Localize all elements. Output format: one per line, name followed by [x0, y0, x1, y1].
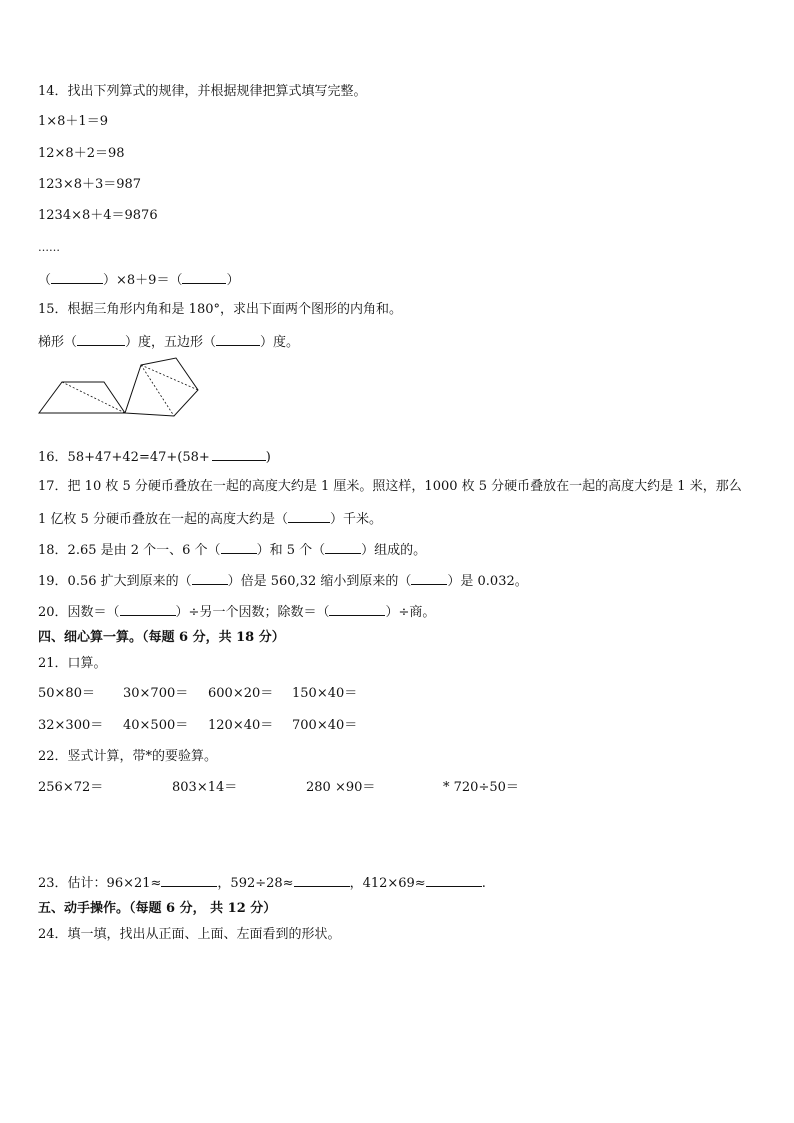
q16-text: 16．58+47+42=47+(58+	[38, 450, 210, 465]
q20-text-c: ）÷商。	[385, 605, 436, 620]
q14-answer-blank-1[interactable]	[51, 271, 103, 284]
q15-trapezoid-blank[interactable]	[77, 333, 125, 346]
q23-text-d: .	[481, 876, 486, 891]
q15-fill-line	[38, 333, 299, 351]
q23-text-b: ，592÷28≈	[217, 876, 294, 891]
q16-line	[38, 448, 271, 466]
q20-text-a: 20．因数＝（	[38, 605, 120, 620]
q23-text-a: 23．估计：96×21≈	[38, 876, 162, 891]
q21-item-8: 700×40＝	[292, 718, 358, 733]
q24-title: 24．填一填，找出从正面、上面、左面看到的形状。	[38, 927, 341, 942]
pentagon-figure	[125, 358, 198, 416]
q17-blank[interactable]	[288, 510, 330, 523]
q15-pentagon-label: ）度，五边形（	[125, 335, 217, 350]
q21-item-3: 600×20＝	[208, 686, 274, 701]
q18-text-b: ）和 5 个（	[256, 543, 326, 558]
q19-blank-2[interactable]	[411, 572, 447, 585]
q17-end: ）千米。	[329, 512, 382, 527]
q18-blank-1[interactable]	[221, 541, 257, 554]
q19-blank-1[interactable]	[192, 572, 228, 585]
q15-trapezoid-label: 梯形（	[38, 335, 78, 350]
q21-item-2: 30×700＝	[123, 686, 189, 701]
trapezoid-figure	[39, 382, 125, 413]
q22-item-4: * 720÷50＝	[443, 780, 519, 795]
q14-answer-blank-2[interactable]	[182, 271, 226, 284]
q16-end: )	[265, 450, 271, 465]
q22-item-1: 256×72＝	[38, 780, 104, 795]
q14-title: 14．找出下列算式的规律，并根据规律把算式填写完整。	[38, 84, 367, 99]
q14-fill-mid: ）×8＋9＝（	[103, 273, 183, 288]
q20-blank-2[interactable]	[329, 603, 385, 616]
q14-line-3: 123×8＋3＝987	[38, 177, 142, 192]
q23-text-c: ，412×69≈	[349, 876, 426, 891]
q14-line-1: 1×8＋1＝9	[38, 114, 108, 129]
q14-fill-open: （	[38, 273, 52, 288]
q21-item-7: 120×40＝	[208, 718, 274, 733]
q18-line	[38, 541, 426, 559]
q14-fill-close: ）	[226, 273, 240, 288]
q23-blank-1[interactable]	[161, 874, 217, 887]
q18-text-c: ）组成的。	[361, 543, 427, 558]
q23-blank-3[interactable]	[426, 874, 482, 887]
q21-item-4: 150×40＝	[292, 686, 358, 701]
q23-line	[38, 874, 486, 892]
q18-blank-2[interactable]	[325, 541, 361, 554]
q19-line	[38, 572, 528, 590]
q14-ellipsis: ……	[38, 241, 60, 254]
q19-text-c: ）是 0.032。	[447, 574, 528, 589]
q17-line-1: 17．把 10 枚 5 分硬币叠放在一起的高度大约是 1 厘米。照这样，1000 枚 5 分硬币叠放在一起的高度大约是 1 米，那么	[38, 479, 742, 494]
q20-line	[38, 603, 435, 621]
q20-blank-1[interactable]	[120, 603, 176, 616]
q22-title: 22．竖式计算，带*的要验算。	[38, 749, 218, 764]
section-5-title: 五、动手操作。（每题 6 分， 共 12 分）	[38, 901, 277, 916]
q21-item-1: 50×80＝	[38, 686, 95, 701]
q17-line-2	[38, 510, 382, 528]
q20-text-b: ）÷另一个因数；除数＝（	[175, 605, 330, 620]
q14-fill-line	[38, 271, 239, 289]
q18-text-a: 18．2.65 是由 2 个一、6 个（	[38, 543, 221, 558]
q15-pentagon-blank[interactable]	[216, 333, 260, 346]
q21-title: 21．口算。	[38, 656, 107, 671]
q22-item-3: 280 ×90＝	[306, 780, 376, 795]
q15-figures	[36, 356, 206, 418]
q19-text-a: 19．0.56 扩大到原来的（	[38, 574, 192, 589]
q14-line-4: 1234×8＋4＝9876	[38, 208, 158, 223]
q21-item-6: 40×500＝	[123, 718, 189, 733]
q23-blank-2[interactable]	[294, 874, 350, 887]
q16-blank[interactable]	[212, 448, 266, 461]
q14-line-2: 12×8＋2＝98	[38, 146, 125, 161]
q22-item-2: 803×14＝	[172, 780, 238, 795]
q19-text-b: ）倍是 560,32 缩小到原来的（	[227, 574, 412, 589]
section-4-title: 四、细心算一算。（每题 6 分，共 18 分）	[38, 630, 285, 645]
q15-title: 15．根据三角形内角和是 180°，求出下面两个图形的内角和。	[38, 302, 402, 317]
q21-item-5: 32×300＝	[38, 718, 104, 733]
q17-text: 1 亿枚 5 分硬币叠放在一起的高度大约是（	[38, 512, 288, 527]
q15-end: ）度。	[260, 335, 300, 350]
